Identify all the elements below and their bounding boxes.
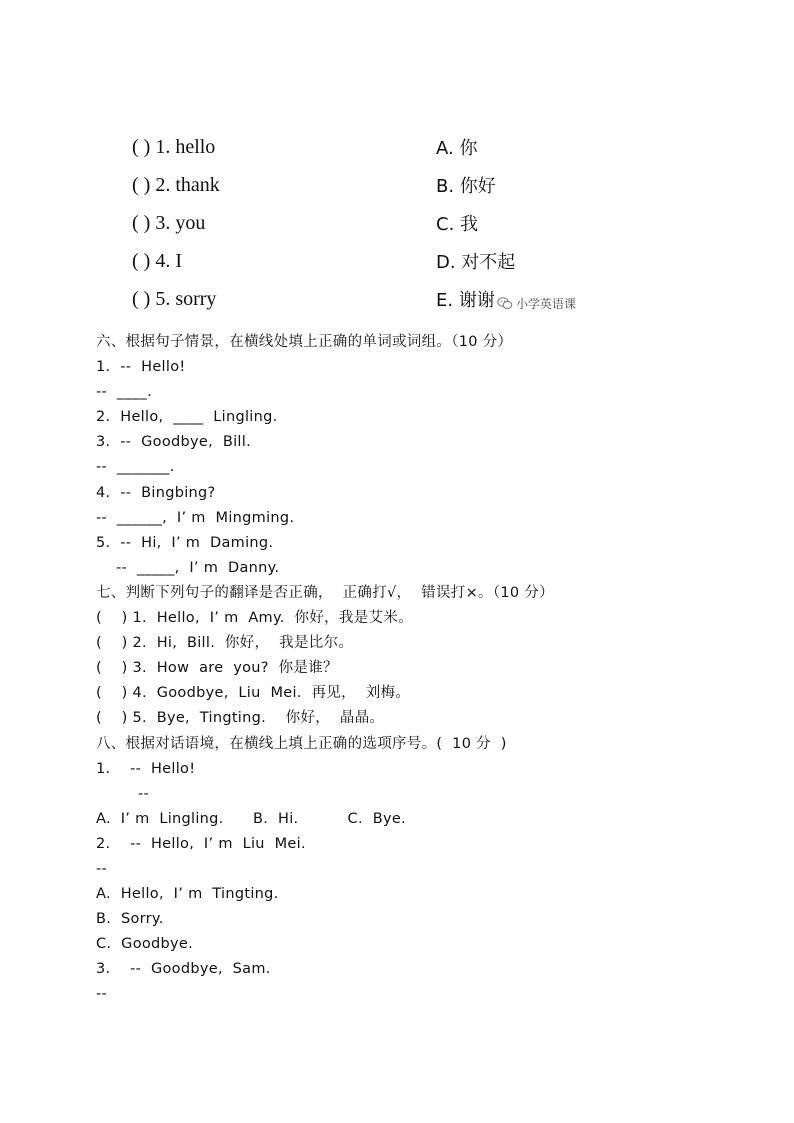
- judge-item: ( ) 5. Bye, Tingting. 你好， 晶晶。: [96, 710, 385, 727]
- judge-item: ( ) 2. Hi, Bill. 你好， 我是比尔。: [96, 635, 354, 652]
- answer-line: -- _____, I’ m Danny.: [116, 559, 280, 576]
- watermark: [497, 295, 576, 312]
- section-heading: 八、根据对话语境，在横线上填上正确的选项序号。( 10 分 ): [96, 735, 507, 752]
- matching-meaning-item: B. 你好: [436, 176, 496, 197]
- matching-meaning-item: D. 对不起: [436, 252, 516, 273]
- matching-word-item: ( ) 4. I: [132, 250, 182, 272]
- matching-words-column: [132, 132, 220, 322]
- option-line: A. Hello, I’ m Tingting.: [96, 886, 279, 903]
- question-line: 2. Hello, ____ Lingling.: [96, 409, 278, 426]
- answer-line: --: [138, 785, 150, 802]
- watermark-text: 小学英语课: [516, 297, 577, 311]
- matching-word-item: ( ) 1. hello: [132, 136, 216, 158]
- wechat-icon: [497, 297, 513, 310]
- question-line: 5. -- Hi, I’ m Daming.: [96, 534, 274, 551]
- question-line: 1. -- Hello!: [96, 760, 196, 777]
- question-line: 1. -- Hello!: [96, 359, 186, 376]
- questions-body: [96, 330, 554, 1008]
- answer-line: -- ____.: [96, 384, 152, 401]
- matching-meaning-item: C. 我: [436, 214, 479, 235]
- question-line: 4. -- Bingbing?: [96, 484, 216, 501]
- matching-word-item: ( ) 2. thank: [132, 174, 220, 196]
- answer-line: --: [96, 860, 108, 877]
- judge-item: ( ) 3. How are you? 你是谁？: [96, 660, 338, 677]
- answer-line: --: [96, 986, 108, 1003]
- question-line: 3. -- Goodbye, Bill.: [96, 434, 251, 451]
- question-line: 3. -- Goodbye, Sam.: [96, 961, 271, 978]
- judge-item: ( ) 4. Goodbye, Liu Mei. 再见， 刘梅。: [96, 685, 411, 702]
- matching-meaning-item: A. 你: [436, 138, 478, 159]
- options-line: A. I’ m Lingling. B. Hi. C. Bye.: [96, 810, 406, 827]
- answer-line: -- ______, I’ m Mingming.: [96, 509, 295, 526]
- question-line: 2. -- Hello, I’ m Liu Mei.: [96, 835, 306, 852]
- section-heading: 六、根据句子情景，在横线处填上正确的单词或词组。（10 分）: [96, 334, 513, 350]
- matching-word-item: ( ) 3. you: [132, 212, 206, 234]
- judge-item: ( ) 1. Hello, I’ m Amy. 你好，我是艾米。: [96, 610, 413, 627]
- option-line: C. Goodbye.: [96, 936, 194, 953]
- answer-line: -- _______.: [96, 459, 175, 476]
- option-line: B. Sorry.: [96, 911, 164, 928]
- section-heading: 七、判断下列句子的翻译是否正确， 正确打√， 错误打×。（10 分）: [96, 584, 554, 601]
- matching-meaning-item: E. 谢谢: [436, 290, 495, 311]
- matching-word-item: ( ) 5. sorry: [132, 288, 217, 310]
